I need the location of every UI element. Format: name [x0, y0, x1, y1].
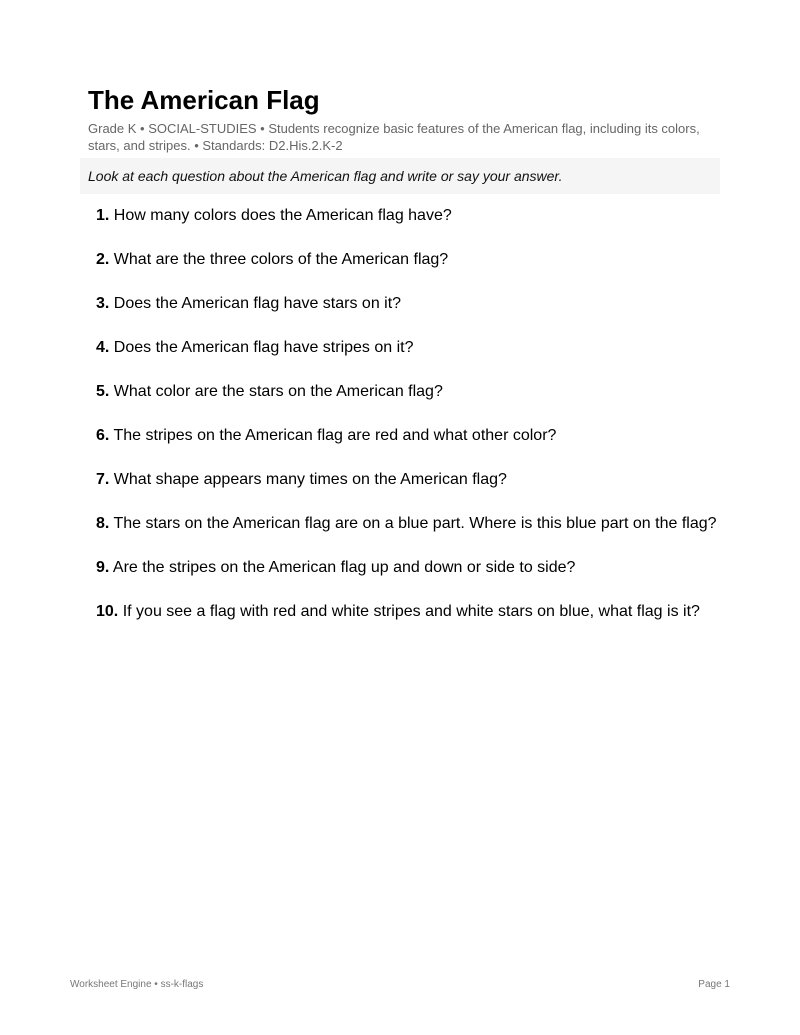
question-number: 8.: [96, 515, 110, 532]
question-number: 2.: [96, 251, 110, 268]
question-item: [96, 466, 720, 494]
question-text: If you see a flag with red and white stripes and white stars on blue, what flag is it?: [122, 603, 700, 620]
question-item: [96, 598, 720, 626]
question-text: What are the three colors of the American flag?: [113, 251, 449, 268]
question-text: Are the stripes on the American flag up and down or side to side?: [112, 559, 576, 576]
question-item: [96, 554, 720, 582]
question-item: [96, 202, 720, 230]
question-text: Does the American flag have stars on it?: [113, 295, 402, 312]
question-number: 9.: [96, 559, 110, 576]
question-item: [96, 378, 720, 406]
question-text: How many colors does the American flag have?: [113, 207, 452, 224]
question-number: 3.: [96, 295, 110, 312]
question-item: [96, 510, 720, 538]
question-number: 1.: [96, 207, 110, 224]
question-text: The stars on the American flag are on a blue part. Where is this blue part on the flag?: [113, 515, 717, 532]
page-title: The American Flag: [88, 85, 320, 115]
question-item: [96, 246, 720, 274]
question-item: [96, 290, 720, 318]
question-text: What color are the stars on the American flag?: [113, 383, 443, 400]
footer-page-number: Page 1: [698, 979, 730, 990]
question-number: 10.: [96, 603, 119, 620]
question-number: 7.: [96, 471, 110, 488]
question-number: 5.: [96, 383, 110, 400]
question-text: Does the American flag have stripes on it?: [113, 339, 414, 356]
question-text: The stripes on the American flag are red and what other color?: [113, 427, 557, 444]
question-list: [96, 202, 720, 642]
question-item: [96, 334, 720, 362]
footer-source: Worksheet Engine • ss-k-flags: [70, 979, 204, 990]
question-number: 6.: [96, 427, 110, 444]
question-item: [96, 422, 720, 450]
instructions-box: Look at each question about the American flag and write or say your answer.: [80, 158, 720, 194]
question-text: What shape appears many times on the American flag?: [113, 471, 507, 488]
worksheet-subtitle: Grade K • SOCIAL-STUDIES • Students recognize basic features of the American flag, including its colors, stars, and stripes. • Standards: D2.His.2.K-2: [88, 121, 700, 153]
question-number: 4.: [96, 339, 110, 356]
